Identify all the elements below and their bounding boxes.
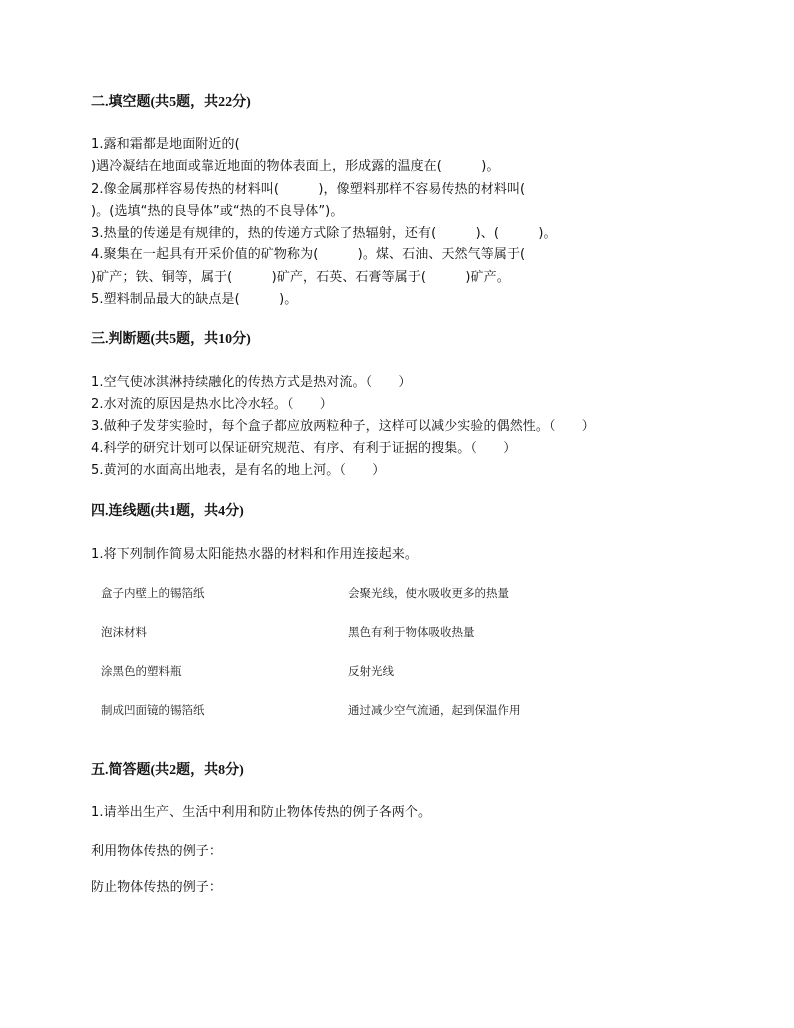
section-title-fill-blank: 二.填空题(共5题，共22分) bbox=[91, 95, 251, 110]
matching-material-1: 盒子内壁上的锡箔纸 bbox=[101, 586, 205, 600]
fill-blank-line-7: )矿产；铁、铜等，属于( )矿产，石英、石膏等属于( )矿产。 bbox=[91, 270, 510, 285]
matching-material-2: 泡沫材料 bbox=[101, 625, 147, 639]
true-false-line-1: 1.空气使冰淇淋持续融化的传热方式是热对流。（ ） bbox=[91, 375, 412, 390]
prevent-heat-transfer-label: 防止物体传热的例子： bbox=[91, 880, 223, 895]
section-title-matching: 四.连线题(共1题，共4分) bbox=[91, 504, 244, 519]
fill-blank-line-5: 3.热量的传递是有规律的，热的传递方式除了热辐射，还有( )、( )。 bbox=[91, 226, 557, 241]
true-false-line-3: 3.做种子发芽实验时，每个盒子都应放两粒种子，这样可以减少实验的偶然性。（ ） bbox=[91, 419, 595, 434]
matching-function-4: 通过减少空气流通，起到保温作用 bbox=[348, 703, 521, 717]
true-false-line-4: 4.科学的研究计划可以保证研究规范、有序、有利于证据的搜集。（ ） bbox=[91, 441, 517, 456]
matching-question: 1.将下列制作简易太阳能热水器的材料和作用连接起来。 bbox=[91, 547, 419, 562]
section-title-short-answer: 五.简答题(共2题，共8分) bbox=[91, 763, 244, 778]
true-false-line-2: 2.水对流的原因是热水比冷水轻。（ ） bbox=[91, 397, 333, 412]
fill-blank-line-2: )遇冷凝结在地面或靠近地面的物体表面上，形成露的温度在( )。 bbox=[91, 159, 500, 174]
fill-blank-line-6: 4.聚集在一起具有开采价值的矿物称为( )。煤、石油、天然气等属于( bbox=[91, 247, 526, 262]
matching-function-3: 反射光线 bbox=[348, 664, 394, 678]
fill-blank-line-8: 5.塑料制品最大的缺点是( )。 bbox=[91, 292, 298, 307]
section-title-true-false: 三.判断题(共5题，共10分) bbox=[91, 332, 251, 347]
matching-material-4: 制成凹面镜的锡箔纸 bbox=[101, 703, 205, 717]
fill-blank-line-1: 1.露和霜都是地面附近的( bbox=[91, 137, 240, 152]
fill-blank-line-3: 2.像金属那样容易传热的材料叫( )，像塑料那样不容易传热的材料叫( bbox=[91, 182, 526, 197]
fill-blank-line-4: )。(选填“热的良导体”或“热的不良导体”)。 bbox=[91, 204, 344, 219]
matching-material-3: 涂黑色的塑料瓶 bbox=[101, 664, 182, 678]
true-false-line-5: 5.黄河的水面高出地表，是有名的地上河。（ ） bbox=[91, 463, 386, 478]
matching-function-1: 会聚光线，使水吸收更多的热量 bbox=[348, 586, 509, 600]
matching-function-2: 黑色有利于物体吸收热量 bbox=[348, 625, 475, 639]
use-heat-transfer-label: 利用物体传热的例子： bbox=[91, 844, 223, 859]
short-answer-question: 1.请举出生产、生活中利用和防止物体传热的例子各两个。 bbox=[91, 805, 432, 820]
